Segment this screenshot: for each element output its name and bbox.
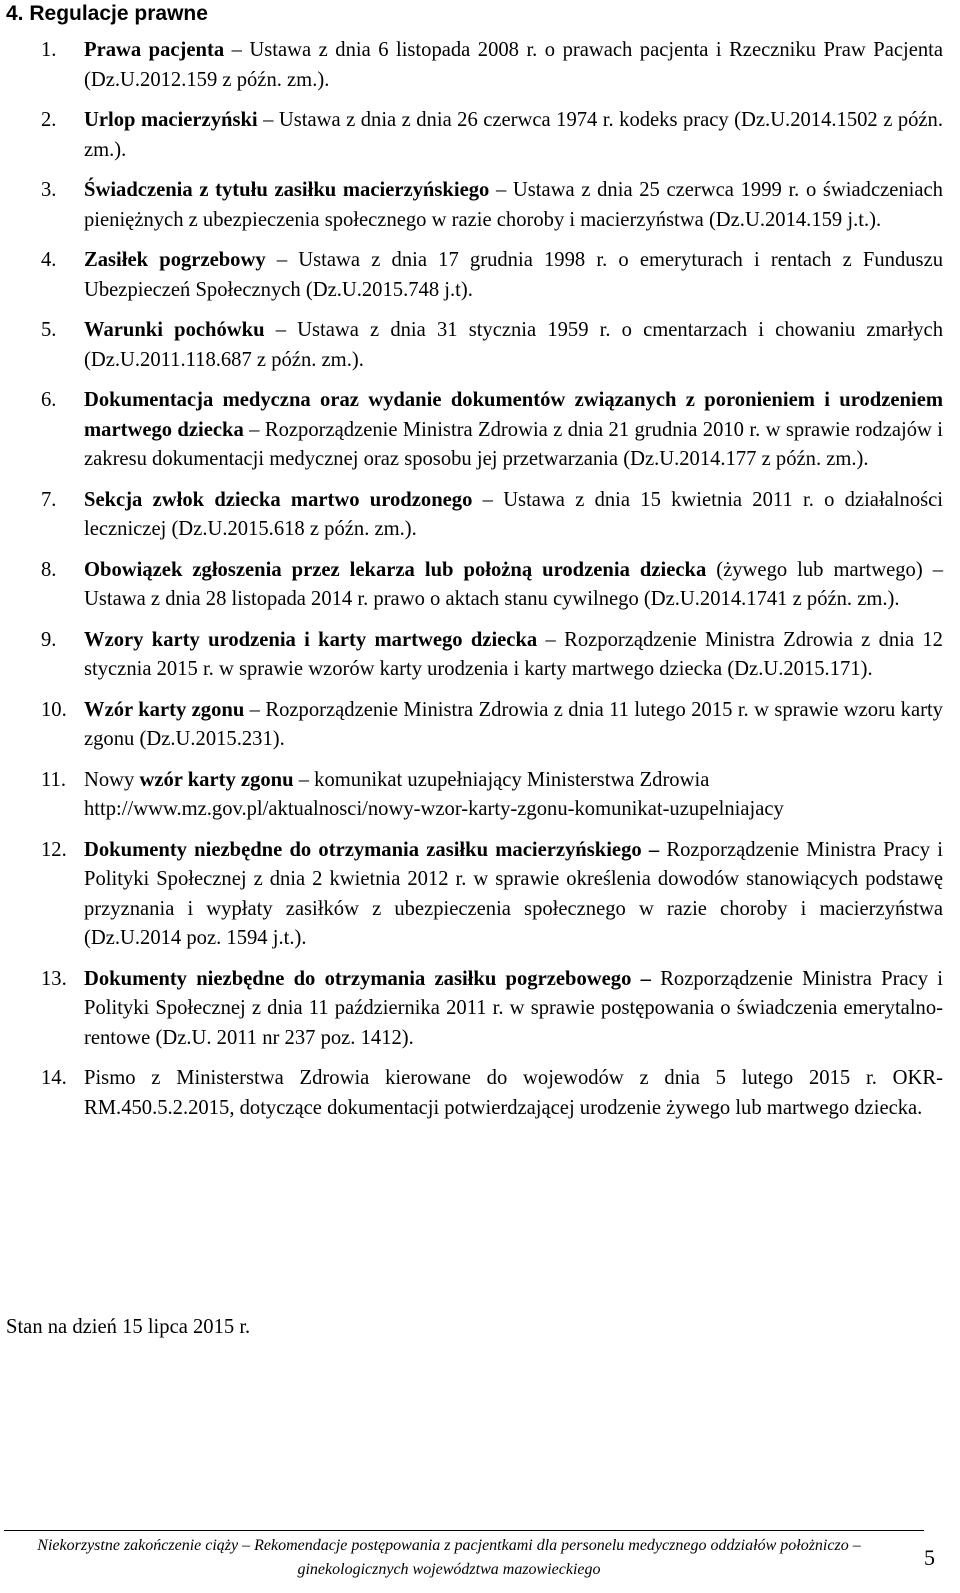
item-text: – Ustawa z dnia 25 czerwca 1999 r. o świadczeniach pieniężnych z ubezpieczenia społecznego w razie choroby i macierzyństwa (Dz.U.2014.159 j.t.). [84, 179, 943, 231]
item-text: – Ustawa z dnia 17 grudnia 1998 r. o emeryturach i rentach z Funduszu Ubezpieczeń Społecznych (Dz.U.2015.748 j.t). [84, 249, 944, 301]
item-title: wzór karty zgonu [139, 768, 294, 791]
item-text: – Ustawa z dnia 31 stycznia 1959 r. o cmentarzach i chowaniu zmarłych (Dz.U.2011.118.687 z późn. zm.). [84, 319, 943, 371]
item-text: (żywego lub martwego) – Ustawa z dnia 28 listopada 2014 r. prawo o aktach stanu cywilnego (Dz.U.2014.1741 z późn. zm.). [84, 558, 943, 610]
item-text: Rozporządzenie Ministra Pracy i Polityki Społecznej z dnia 2 kwietnia 2012 r. w sprawie określenia dowodów stanowiących podstawę przyznania i wypłaty zasiłków z ubezpieczenia społecznego w razie choroby i macierzyństwa (Dz.U.2014 poz. 1594 j.t.). [84, 838, 943, 949]
list-item [0, 965, 960, 1054]
item-text: – komunikat uzupełniający Ministerstwa Zdrowia [293, 768, 710, 791]
item-title: Dokumenty niezbędne do otrzymania zasiłku pogrzebowego – [84, 967, 651, 990]
item-number: 4. [41, 249, 57, 271]
item-text: – Ustawa z dnia 6 listopada 2008 r. o prawach pacjenta i Rzeczniku Praw Pacjenta (Dz.U.2012.159 z późn. zm.). [84, 39, 944, 91]
item-title: Obowiązek zgłoszenia przez lekarza lub położną urodzenia dziecka [84, 558, 707, 581]
list-item [0, 176, 960, 235]
item-number: 12. [41, 838, 67, 861]
item-title: Prawa pacjenta [84, 39, 225, 61]
list-item [0, 556, 960, 615]
item-text: – Ustawa z dnia z dnia 26 czerwca 1974 r. kodeks pracy (Dz.U.2014.1502 z późn. zm.). [84, 109, 943, 161]
list-item [0, 696, 960, 755]
list-item [0, 1064, 960, 1123]
item-text: – Rozporządzenie Ministra Zdrowia z dnia 21 grudnia 2010 r. w sprawie rodzajów i zakresu dokumentacji medycznej oraz sposobu jej przetwarzania (Dz.U.2014.177 z późn. zm.). [84, 418, 944, 470]
item-number: 2. [41, 109, 57, 131]
item-number: 1. [41, 39, 57, 61]
item-number: 8. [41, 558, 57, 581]
item-number: 5. [41, 319, 57, 341]
list-item [0, 626, 960, 685]
page-footer: Niekorzystne zakończenie ciąży – Rekomendacje postępowania z pacjentkami dla personelu medycznego oddziałów położniczo – ginekologicznych województwa mazowieckiego [37, 1537, 861, 1578]
item-title: Wzory karty urodzenia i karty martwego dziecka [84, 628, 538, 651]
item-number: 14. [41, 1067, 67, 1089]
item-text: Pismo z Ministerstwa Zdrowia kierowane do wojewodów z dnia 5 lutego 2015 r. OKR-RM.450.5.2.2015, dotyczące dokumentacji potwierdzającej urodzenie żywego lub martwego dziecka. [84, 1067, 943, 1119]
legal-regulations-list [0, 36, 960, 1134]
item-text: – Ustawa z dnia 15 kwietnia 2011 r. o działalności leczniczej (Dz.U.2015.618 z późn. zm.). [84, 488, 943, 540]
item-number: 13. [41, 967, 67, 990]
item-title: Sekcja zwłok dziecka martwo urodzonego [84, 488, 473, 511]
list-item [0, 246, 960, 305]
list-item [0, 386, 960, 475]
list-item [0, 36, 960, 95]
list-item [0, 486, 960, 545]
item-number: 6. [41, 389, 57, 411]
item-title: Urlop macierzyński [84, 109, 258, 131]
item-number: 11. [41, 768, 66, 791]
footer-divider [4, 1530, 924, 1531]
item-title: Zasiłek pogrzebowy [84, 249, 266, 271]
status-date: Stan na dzień 15 lipca 2015 r. [6, 1316, 251, 1338]
page-number: 5 [924, 1545, 935, 1570]
item-number: 10. [41, 698, 67, 721]
item-prefix: Nowy [84, 768, 140, 791]
item-url-link[interactable]: http://www.mz.gov.pl/aktualnosci/nowy-wzor-karty-zgonu-komunikat-uzupelniajacy [84, 798, 784, 820]
item-text: – Rozporządzenie Ministra Zdrowia z dnia 12 stycznia 2015 r. w sprawie wzorów karty urodzenia i karty martwego dziecka (Dz.U.2015.171). [84, 628, 943, 680]
item-number: 7. [41, 488, 57, 511]
item-text: – Rozporządzenie Ministra Zdrowia z dnia 11 lutego 2015 r. w sprawie wzoru karty zgonu (Dz.U.2015.231). [84, 698, 943, 750]
item-number: 3. [41, 179, 57, 201]
item-text: Rozporządzenie Ministra Pracy i Polityki Społecznej z dnia 11 października 2011 r. w sprawie postępowania o świadczenia emerytalno-rentowe (Dz.U. 2011 nr 237 poz. 1412). [84, 967, 943, 1049]
item-number: 9. [41, 628, 57, 651]
list-item [0, 766, 960, 825]
list-item [0, 106, 960, 165]
item-title: Wzór karty zgonu [84, 698, 245, 721]
item-title: Świadczenia z tytułu zasiłku macierzyńskiego [84, 179, 490, 201]
item-title: Dokumenty niezbędne do otrzymania zasiłku macierzyńskiego – [84, 838, 660, 861]
list-item [0, 836, 960, 954]
item-title: Warunki pochówku [84, 319, 265, 341]
section-heading: 4. Regulacje prawne [6, 2, 208, 25]
list-item [0, 316, 960, 375]
item-title: Dokumentacja medyczna oraz wydanie dokumentów związanych z poronieniem i urodzeniem martwego dziecka [84, 389, 943, 441]
